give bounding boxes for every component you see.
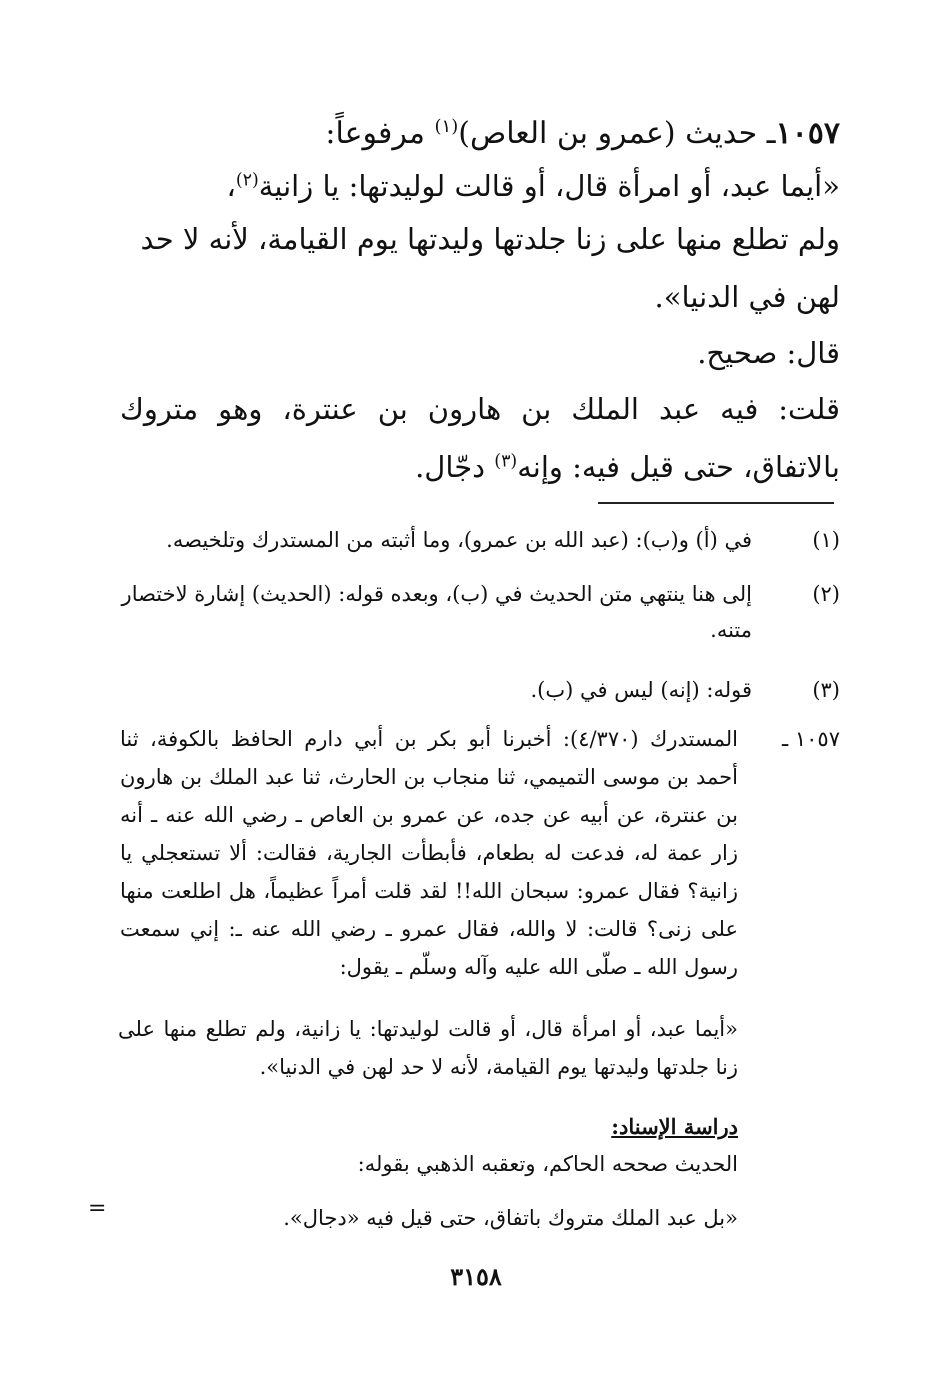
page-number: ٣١٥٨ [450, 1262, 502, 1291]
takhrij-hadith-quote: «أيما عبد، أو امرأة قال، أو قالت لوليدتها: يا زانية، ولم تطلع منها على زنا جلدتها وليدتها يوم القيامة، لأنه لا حد لهن في الدنيا». [118, 1017, 738, 1079]
takhrij-number: ١٠٥٧ ـ [782, 727, 840, 751]
dhahabi-quote: «بل عبد الملك متروك باتفاق، حتى قيل فيه «دجال». [283, 1206, 738, 1230]
grading-text: قال: صحيح. [697, 336, 840, 370]
grading-statement [120, 324, 840, 382]
author-comment [120, 380, 840, 496]
hadith-text-rest: ولم تطلع منها على زنا جلدتها وليدتها يوم القيامة، لأنه لا حد لهن في الدنيا». [140, 222, 840, 314]
author-comment-text: قلت: فيه عبد الملك بن هارون بن عنترة، وهو متروك بالاتفاق، حتى قيل فيه: وإنه$^{(٣)}$ دجّال. [120, 392, 840, 484]
hadith-text-continued [120, 210, 840, 326]
heading-suffix: مرفوعاً: [325, 116, 425, 151]
footnote-text: إلى هنا ينتهي متن الحديث في (ب)، وبعده قوله: (الحديث) إشارة لاختصار متنه. [121, 582, 752, 642]
heading-label: حديث (عمرو بن العاص) [458, 116, 758, 151]
footnote-ref-3: (٣) [494, 451, 518, 472]
takhrij-section [120, 720, 840, 986]
hadith-number: ١٠٥٧ [775, 116, 840, 151]
footnote-2 [120, 576, 840, 648]
footnote-ref-1: (١) [434, 116, 459, 137]
hadith-text-line-1 [120, 166, 840, 206]
footnote-divider [598, 502, 834, 504]
footnote-text: في (أ) و(ب): (عبد الله بن عمرو)، وما أثبته من المستدرك وتلخيصه. [166, 528, 752, 552]
footnote-ref-2: (٢) [235, 170, 259, 191]
footnote-text: قوله: (إنه) ليس في (ب). [530, 678, 752, 702]
footnote-number: (٢) [812, 582, 840, 606]
isnad-study-title: دراسة الإسناد: [611, 1114, 738, 1139]
takhrij-text: المستدرك (٤/٣٧٠): أخبرنا أبو بكر بن أبي دارم الحافظ بالكوفة، ثنا أحمد بن موسى التميمي، ثنا منجاب بن الحارث، ثنا عبد الملك بن هارون بن عنترة، عن أبيه عن جده، عن عمرو بن العاص ـ رضي الله عنه ـ أنه زار عمة له، فدعت له بطعام، فأبطأت الجارية، فقالت: ألا تستعجلي يا زانية؟ فقال عمرو: سبحان الله!! لقد قلت أمراً عظيماً، هل اطلعت منها على زنى؟ قالت: لا والله، فقال عمرو ـ رضي الله عنه ـ: إني سمعت رسول الله ـ صلّى الله عليه وآله وسلّم ـ يقول: [120, 727, 738, 979]
hadith-text-start: «أيما عبد، أو امرأة قال، أو قالت لوليدتها: يا زانية [258, 169, 840, 203]
hadith-heading [120, 112, 840, 156]
continuation-mark: = [88, 1196, 107, 1221]
footnote-3 [120, 672, 840, 708]
hadith-text-comma: ، [226, 169, 236, 203]
footnote-number: (١) [812, 528, 840, 552]
isnad-study-text: الحديث صححه الحاكم، وتعقبه الذهبي بقوله: [357, 1152, 738, 1176]
footnote-1 [120, 522, 840, 558]
footnote-number: (٣) [812, 678, 840, 702]
heading-dash: ـ [766, 116, 776, 151]
